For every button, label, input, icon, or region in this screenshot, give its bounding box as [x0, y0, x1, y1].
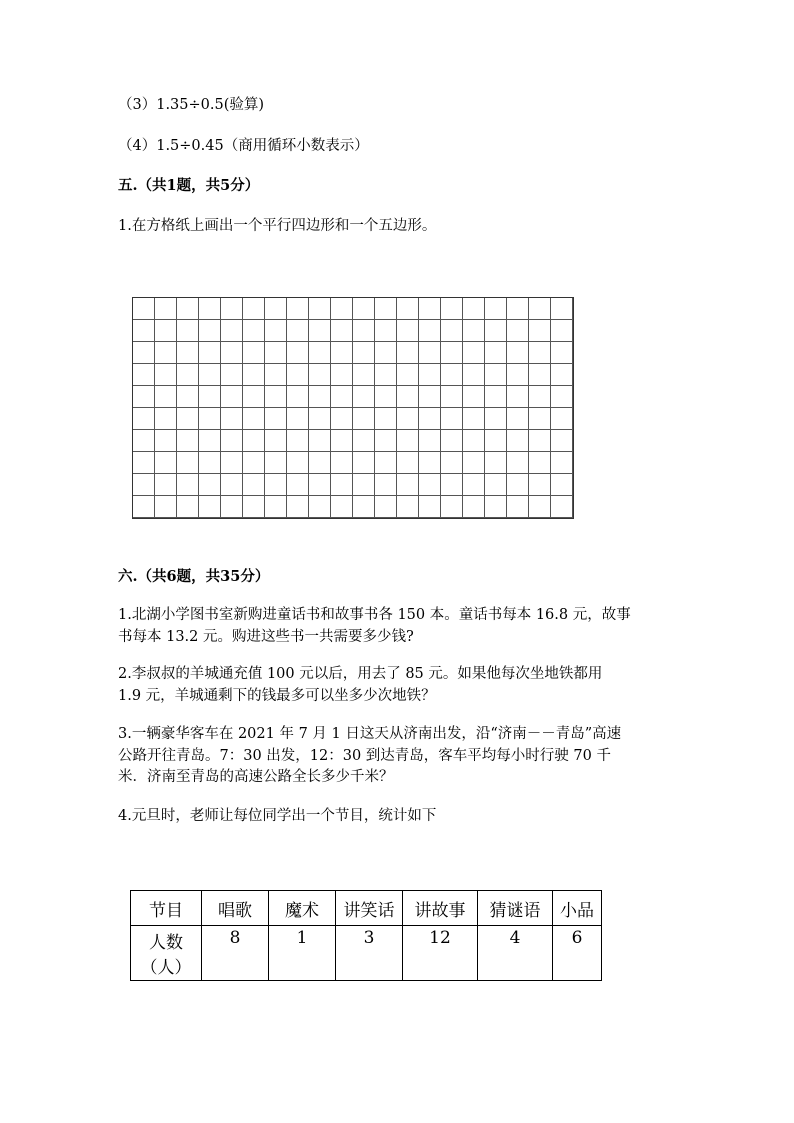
section-6-question-1-line-2: 书每本 13.2 元。购进这些书一共需要多少钱?: [118, 629, 414, 645]
table-row-label-line-2: （人）: [140, 958, 192, 978]
section-5-heading: 五.（共1题，共5分）: [118, 177, 260, 194]
table-header-row: [131, 891, 602, 926]
table-header-label: 节目: [131, 891, 202, 926]
table-count-cell: 12: [403, 926, 478, 981]
section-6-heading: 六.（共6题，共35分）: [118, 568, 270, 585]
table-row-label-line-1: 人数: [149, 933, 183, 953]
grid-paper[interactable]: [132, 297, 574, 519]
section-6-question-2-line-2: 1.9 元，羊城通剩下的钱最多可以坐多少次地铁？: [118, 688, 436, 704]
table-count-row: [131, 926, 602, 981]
table-header-cell: 小品: [553, 891, 602, 926]
table-count-cell: 3: [336, 926, 403, 981]
table-count-cell: 4: [478, 926, 553, 981]
table-header-cell: 唱歌: [202, 891, 269, 926]
table-count-cell: 8: [202, 926, 269, 981]
program-statistics-table: [130, 890, 602, 981]
table-row-label: [131, 926, 202, 981]
section-6-question-3-line-3: 米．济南至青岛的高速公路全长多少千米？: [118, 769, 394, 785]
section-6-question-4: 4.元旦时，老师让每位同学出一个节目，统计如下: [118, 808, 437, 824]
section-5-question-1: 1.在方格纸上画出一个平行四边形和一个五边形。: [118, 218, 437, 234]
question-3: （3）1.35÷0.5(验算): [118, 97, 265, 113]
section-6-question-3-line-1: 3.一辆豪华客车在 2021 年 7 月 1 日这天从济南出发，沿“济南－－青岛”高速: [118, 726, 622, 742]
question-4: （4）1.5÷0.45（商用循环小数表示）: [118, 138, 369, 154]
section-6-question-1-line-1: 1.北湖小学图书室新购进童话书和故事书各 150 本。童话书每本 16.8 元，故事: [118, 607, 631, 623]
section-6-question-3-line-2: 公路开往青岛。7：30 出发，12：30 到达青岛，客车平均每小时行驶 70 千: [118, 748, 611, 764]
table-header-cell: 猜谜语: [478, 891, 553, 926]
table-count-cell: 6: [553, 926, 602, 981]
table-header-cell: 讲笑话: [336, 891, 403, 926]
section-6-question-2-line-1: 2.李叔叔的羊城通充值 100 元以后，用去了 85 元。如果他每次坐地铁都用: [118, 666, 603, 682]
table-count-cell: 1: [269, 926, 336, 981]
table-header-cell: 讲故事: [403, 891, 478, 926]
table-header-cell: 魔术: [269, 891, 336, 926]
